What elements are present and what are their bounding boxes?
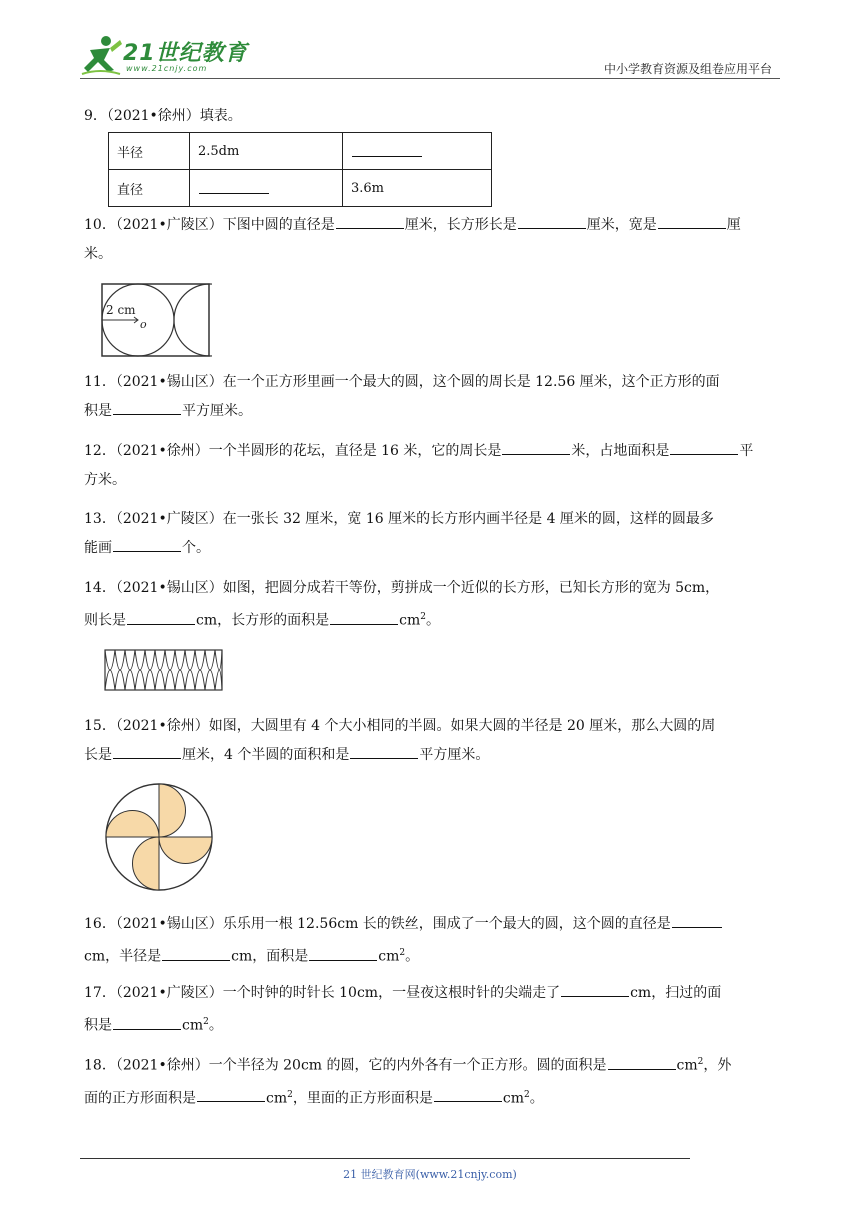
- question-15-text: 长是: [84, 747, 112, 763]
- question-18-text: 。: [529, 1090, 544, 1107]
- header-platform-text: 中小学教育资源及组卷应用平台: [603, 62, 772, 76]
- question-10-text: 厘米，长方形长是: [404, 217, 517, 233]
- question-12-text: 平: [739, 443, 754, 459]
- footer-text[interactable]: 21 世纪教育网(www.21cnjy.com): [343, 1168, 517, 1181]
- superscript: 2: [287, 1089, 293, 1100]
- answer-blank[interactable]: [608, 1055, 676, 1070]
- footer-divider: [80, 1158, 690, 1159]
- answer-blank[interactable]: [309, 946, 377, 961]
- answer-blank[interactable]: [434, 1087, 502, 1102]
- question-16: [84, 910, 778, 972]
- question-10-text: 10．（2021•广陵区）下图中圆的直径是: [84, 217, 335, 233]
- question-16-text: cm，半径是: [84, 948, 162, 965]
- question-14: [84, 574, 778, 636]
- answer-blank[interactable]: [330, 610, 398, 625]
- question-11: [84, 368, 778, 426]
- logo-url: www.21cnjy.com: [126, 64, 208, 73]
- question-10: [84, 211, 778, 269]
- question-12-text: 方米。: [84, 472, 126, 488]
- answer-blank[interactable]: [518, 214, 586, 229]
- question-18-text: ，外: [703, 1057, 732, 1074]
- table-row: [109, 170, 492, 207]
- question-13-text: 13．（2021•广陵区）在一张长 32 厘米，宽 16 厘米的长方形内画半径是 4 厘米的圆，这样的圆最多: [84, 511, 714, 527]
- answer-blank[interactable]: [113, 400, 181, 415]
- answer-blank[interactable]: [561, 982, 629, 997]
- question-9: [84, 102, 778, 131]
- superscript: 2: [523, 1089, 530, 1100]
- question-17: [84, 979, 778, 1041]
- question-18-text: cm: [502, 1090, 524, 1107]
- question-16-text: 。: [405, 948, 420, 965]
- table-cell-value: 2.5dm: [190, 133, 343, 170]
- question-17-text: 17．（2021•广陵区）一个时钟的时针长 10cm，一昼夜这根时针的尖端走了: [84, 985, 561, 1001]
- question-11-text: 11．（2021•锡山区）在一个正方形里画一个最大的圆，这个圆的周长是 12.56 厘米，这个正方形的面: [84, 374, 720, 390]
- question-18-text: cm: [266, 1090, 288, 1107]
- question-18-text: 面的正方形面积是: [84, 1090, 196, 1107]
- cut-circle-rectangle-figure: [104, 648, 224, 692]
- fill-table: [108, 132, 492, 207]
- table-cell-value: 3.6m: [343, 170, 492, 207]
- page-footer: [0, 1166, 860, 1182]
- question-13-text: 个。: [182, 540, 210, 556]
- question-9-text: 9．（2021•徐州）填表。: [84, 108, 242, 124]
- question-16-text: cm，面积是: [231, 948, 309, 965]
- answer-blank[interactable]: [113, 744, 181, 759]
- answer-blank[interactable]: [336, 214, 404, 229]
- question-16-text: 16．（2021•锡山区）乐乐用一根 12.56cm 长的铁丝，围成了一个最大的圆，这个圆的直径是: [84, 916, 671, 932]
- question-18-text: 18．（2021•徐州）一个半径为 20cm 的圆，它的内外各有一个正方形。圆的面积是: [84, 1057, 607, 1074]
- answer-blank[interactable]: [162, 946, 230, 961]
- page-header: [80, 30, 780, 79]
- question-14-text: 则长是: [84, 612, 126, 629]
- four-semicircles-figure: [104, 782, 214, 892]
- question-10-text: 厘米，宽是: [586, 217, 657, 233]
- question-12-text: 米，占地面积是: [571, 443, 670, 459]
- figure-label: 2 cm: [106, 303, 136, 317]
- question-17-text: cm: [182, 1017, 204, 1034]
- question-17-text: 。: [208, 1017, 223, 1034]
- answer-blank[interactable]: [197, 1087, 265, 1102]
- table-cell-label: 半径: [109, 133, 190, 170]
- question-13: [84, 505, 778, 563]
- question-14-text: cm: [399, 612, 421, 629]
- table-cell-blank[interactable]: [343, 133, 492, 170]
- answer-blank[interactable]: [113, 537, 181, 552]
- question-18-text: cm: [676, 1057, 698, 1074]
- question-14-text: 14．（2021•锡山区）如图，把圆分成若干等份，剪拼成一个近似的长方形，已知长方形的宽为 5cm，: [84, 580, 720, 596]
- answer-blank[interactable]: [127, 610, 195, 625]
- answer-blank[interactable]: [658, 214, 726, 229]
- answer-blank[interactable]: [670, 440, 738, 455]
- question-14-text: cm，长方形的面积是: [196, 612, 330, 629]
- question-12-text: 12．（2021•徐州）一个半圆形的花坛，直径是 16 米，它的周长是: [84, 443, 502, 459]
- question-15: [84, 712, 778, 770]
- answer-blank[interactable]: [350, 744, 418, 759]
- superscript: 2: [203, 1017, 209, 1027]
- question-13-text: 能画: [84, 540, 112, 556]
- question-15-text: 厘米，4 个半圆的面积和是: [182, 747, 350, 763]
- question-10-text: 米。: [84, 246, 112, 262]
- question-17-text: cm，扫过的面: [630, 985, 722, 1001]
- superscript: 2: [420, 612, 426, 622]
- question-17-text: 积是: [84, 1017, 112, 1034]
- answer-blank[interactable]: [672, 913, 722, 928]
- question-12: [84, 437, 778, 495]
- logo-text: 21世纪教育: [123, 41, 248, 66]
- superscript: 2: [399, 948, 406, 958]
- table-cell-blank[interactable]: [190, 170, 343, 207]
- question-18-text: ，里面的正方形面积是: [292, 1090, 433, 1107]
- question-10-text: 厘: [726, 217, 741, 233]
- runner-logo-icon: [80, 34, 124, 76]
- logo: [80, 34, 250, 76]
- circles-in-rectangle-figure: [100, 282, 212, 358]
- superscript: 2: [697, 1057, 704, 1067]
- question-15-text: 平方厘米。: [419, 747, 490, 763]
- question-15-text: 15．（2021•徐州）如图，大圆里有 4 个大小相同的半圆。如果大圆的半径是 20 厘米，那么大圆的周: [84, 718, 716, 734]
- figure-center-label: o: [140, 318, 147, 331]
- question-11-text: 积是: [84, 403, 112, 419]
- question-18: [84, 1048, 778, 1113]
- answer-blank[interactable]: [502, 440, 570, 455]
- question-11-text: 平方厘米。: [182, 403, 252, 419]
- question-14-text: 。: [425, 612, 440, 629]
- table-row: [109, 133, 492, 170]
- answer-blank[interactable]: [113, 1015, 181, 1030]
- question-16-text: cm: [378, 948, 400, 965]
- table-cell-label: 直径: [109, 170, 190, 207]
